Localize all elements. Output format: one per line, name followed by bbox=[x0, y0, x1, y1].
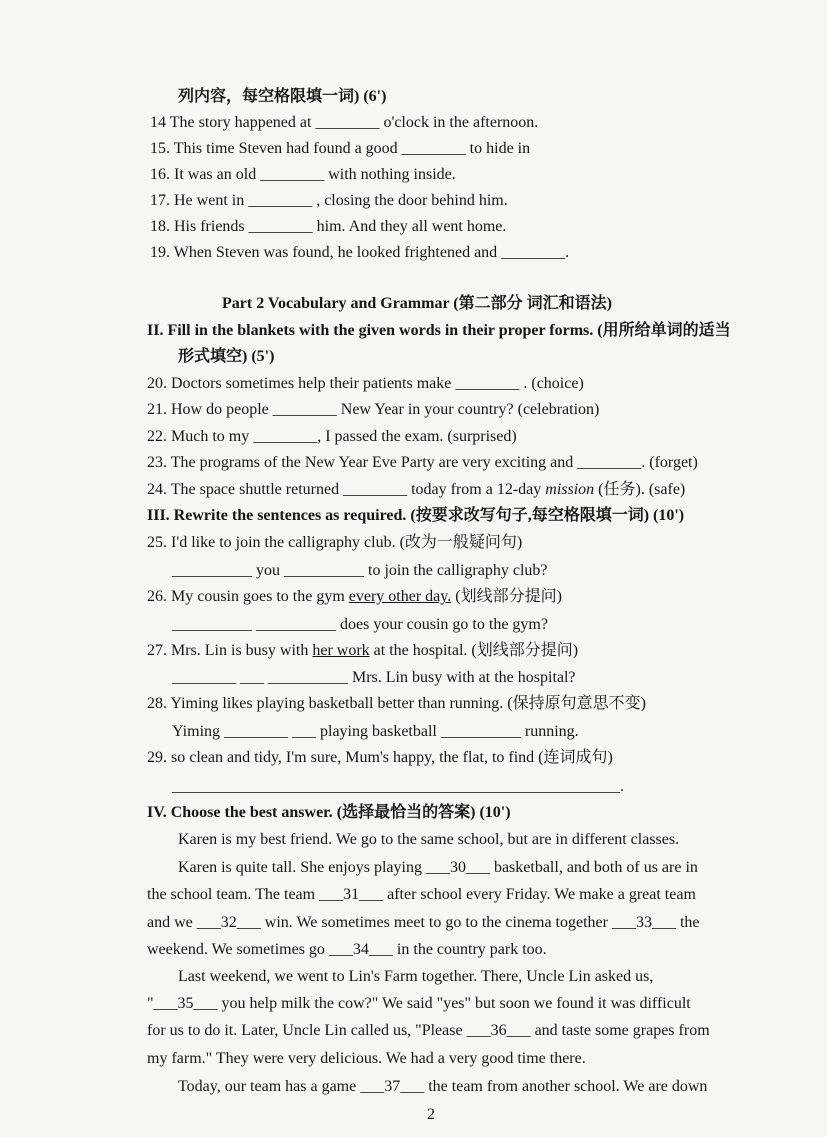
question-15: 15. This time Steven had found a good ________ to hide in bbox=[150, 140, 531, 157]
question-16: 16. It was an old ________ with nothing inside. bbox=[150, 166, 456, 183]
section2-heading-cont: 形式填空) (5') bbox=[178, 348, 275, 365]
question-24 bbox=[147, 479, 685, 501]
section2-heading: II. Fill in the blankets with the given words in their proper forms. (用所给单词的适当 bbox=[147, 322, 731, 339]
question-27-underlined: her work bbox=[312, 642, 370, 659]
question-20: 20. Doctors sometimes help their patients make ________ . (choice) bbox=[147, 375, 584, 392]
passage-line: Last weekend, we went to Lin's Farm together. There, Uncle Lin asked us, bbox=[178, 968, 654, 985]
question-24-tail: (任务). (safe) bbox=[594, 481, 686, 498]
passage-line: for us to do it. Later, Uncle Lin called us, "Please ___36___ and taste some grapes from bbox=[147, 1022, 710, 1039]
passage-line: Karen is quite tall. She enjoys playing ___30___ basketball, and both of us are in bbox=[178, 859, 698, 876]
question-29-answer: ________________________________________________________. bbox=[172, 778, 624, 795]
question-27-tail: at the hospital. (划线部分提问) bbox=[369, 642, 579, 659]
question-25: 25. I'd like to join the calligraphy club. (改为一般疑问句) bbox=[147, 534, 523, 551]
passage-line: the school team. The team ___31___ after school every Friday. We make a great team bbox=[147, 886, 696, 903]
question-27-answer: ________ ___ __________ Mrs. Lin busy with at the hospital? bbox=[172, 669, 576, 686]
question-24-text: 24. The space shuttle returned ________ today from a 12-day bbox=[147, 481, 546, 498]
passage-line: my farm." They were very delicious. We had a very good time there. bbox=[147, 1050, 586, 1067]
passage-line: Karen is my best friend. We go to the same school, but are in different classes. bbox=[178, 831, 680, 848]
page-number: 2 bbox=[427, 1106, 435, 1123]
question-14: 14 The story happened at ________ o'clock in the afternoon. bbox=[150, 114, 539, 131]
question-17: 17. He went in ________ , closing the door behind him. bbox=[150, 192, 508, 209]
question-28: 28. Yiming likes playing basketball better than running. (保持原句意思不变) bbox=[147, 695, 646, 712]
passage-line: Today, our team has a game ___37___ the team from another school. We are down bbox=[178, 1078, 708, 1095]
question-21: 21. How do people ________ New Year in your country? (celebration) bbox=[147, 401, 600, 418]
passage-line: and we ___32___ win. We sometimes meet to go to the cinema together ___33___ the bbox=[147, 914, 700, 931]
passage-line: weekend. We sometimes go ___34___ in the country park too. bbox=[147, 941, 547, 958]
question-27 bbox=[147, 640, 578, 662]
question-27-text: 27. Mrs. Lin is busy with bbox=[147, 642, 313, 659]
question-25-answer: __________ you __________ to join the calligraphy club? bbox=[172, 562, 548, 579]
question-28-answer: Yiming ________ ___ playing basketball __________ running. bbox=[172, 723, 579, 740]
section1-instruction: 列内容，每空格限填一词) (6') bbox=[178, 88, 387, 105]
question-26-underlined: every other day. bbox=[348, 588, 452, 605]
question-22: 22. Much to my ________, I passed the exam. (surprised) bbox=[147, 428, 517, 445]
question-24-italic: mission bbox=[545, 481, 595, 498]
question-18: 18. His friends ________ him. And they all went home. bbox=[150, 218, 507, 235]
question-26 bbox=[147, 586, 562, 608]
passage-line: "___35___ you help milk the cow?" We said "yes" but soon we found it was difficult bbox=[147, 995, 691, 1012]
question-19: 19. When Steven was found, he looked frightened and ________. bbox=[150, 244, 570, 261]
question-29: 29. so clean and tidy, I'm sure, Mum's happy, the flat, to find (连词成句) bbox=[147, 749, 613, 766]
section4-heading: IV. Choose the best answer. (选择最恰当的答案) (10') bbox=[147, 804, 511, 821]
part2-title: Part 2 Vocabulary and Grammar (第二部分 词汇和语法) bbox=[222, 295, 612, 312]
question-26-text: 26. My cousin goes to the gym bbox=[147, 588, 349, 605]
question-26-answer: __________ __________ does your cousin go to the gym? bbox=[172, 616, 548, 633]
question-23: 23. The programs of the New Year Eve Party are very exciting and ________. (forget) bbox=[147, 454, 698, 471]
section3-heading: III. Rewrite the sentences as required. (按要求改写句子,每空格限填一词) (10') bbox=[147, 507, 685, 524]
question-26-tail: (划线部分提问) bbox=[451, 588, 562, 605]
